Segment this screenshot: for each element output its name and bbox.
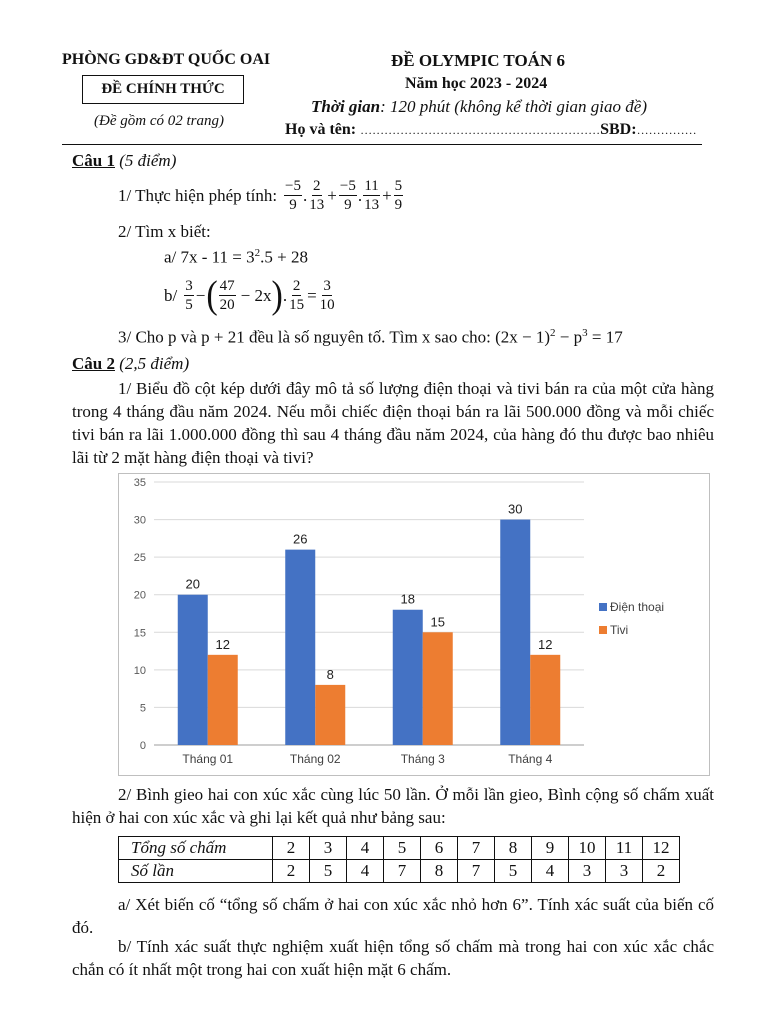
header-rule <box>62 144 702 145</box>
school-year: Năm học 2023 - 2024 <box>405 75 548 92</box>
sbd-label: SBD: <box>600 121 637 138</box>
y-tick-label: 30 <box>133 514 146 527</box>
fraction <box>284 179 302 213</box>
bar-dien-thoai <box>285 550 315 745</box>
fraction <box>339 179 357 213</box>
denominator: 10 <box>319 297 335 313</box>
table-cell: 9 <box>532 837 569 860</box>
table-cell: 2 <box>643 860 680 883</box>
legend-swatch <box>599 626 607 634</box>
table-cell: 8 <box>495 837 532 860</box>
fraction <box>184 279 194 313</box>
q2-part-b-text: b/ Tính xác suất thực nghiệm xuất hiện tổng số chấm mà trong hai con xúc xắc chắc chắn có ít nhất một trong hai con xuất hiện mặt 6 chấm. <box>72 937 714 979</box>
fraction <box>288 279 305 313</box>
time-value: : 120 phút (không kể thời gian giao đề) <box>380 97 647 116</box>
bar-tivi <box>208 655 238 745</box>
dot-operator: . <box>357 186 363 205</box>
q1-part2b <box>164 272 337 320</box>
bar-dien-thoai <box>178 595 208 745</box>
numerator: 5 <box>394 178 403 194</box>
y-tick-label: 10 <box>133 664 146 677</box>
official-box <box>82 75 244 104</box>
table-cell: 5 <box>384 837 421 860</box>
denominator: 13 <box>309 197 325 213</box>
table-cell: 4 <box>347 860 384 883</box>
data-label: 12 <box>538 636 553 652</box>
y-tick-label: 35 <box>133 477 146 489</box>
plus-operator: + <box>327 186 337 205</box>
numerator: −5 <box>285 178 302 194</box>
equals-operator: = <box>307 286 317 305</box>
legend-label: Tivi <box>610 623 629 637</box>
denominator: 9 <box>344 197 352 213</box>
q2-part2-text: 2/ Bình gieo hai con xúc xắc cùng lúc 50 lần. Ở mỗi lần gieo, Bình cộng số chấm xuất hiện ở hai con xúc xắc và ghi lại kết quả như bảng sau: <box>72 785 714 827</box>
table-row <box>119 860 680 883</box>
y-tick-label: 20 <box>133 589 146 602</box>
q2-points: (2,5 điểm) <box>114 354 190 373</box>
q1-part2b-label: b/ <box>164 286 178 305</box>
table-cell: 6 <box>421 837 458 860</box>
y-tick-label: 5 <box>139 702 146 715</box>
q1-part3-tail: = 17 <box>587 327 623 347</box>
q1-points: (5 điểm) <box>114 151 177 170</box>
numerator: 3 <box>185 278 193 294</box>
x-tick-label: Tháng 02 <box>289 752 341 766</box>
q2-part1-text: 1/ Biểu đồ cột kép dưới đây mô tả số lượng điện thoại và tivi bán ra của một cửa hàng trong 4 tháng đầu năm 2024. Nếu mỗi chiếc điện thoại bán ra lãi 500.000 đồng và mỗi chiếc tivi bán ra lãi 1.000.000 đồng thì sau 4 tháng đầu năm 2024, của hàng đó thu được bao nhiêu lãi từ 2 mặt hàng điện thoại và tivi? <box>72 379 714 467</box>
table-cell: 2 <box>273 860 310 883</box>
denominator: 5 <box>185 297 193 313</box>
left-paren: ( <box>206 274 218 317</box>
table-cell: 10 <box>569 837 606 860</box>
q1-title: Câu 1 <box>72 151 115 170</box>
table-cell: 12 <box>643 837 680 860</box>
table-cell: 8 <box>421 860 458 883</box>
numerator: 2 <box>292 278 301 294</box>
table-cell: 7 <box>458 860 495 883</box>
q1-part2a <box>164 247 308 268</box>
y-tick-label: 25 <box>133 552 146 565</box>
denominator: 13 <box>364 197 380 213</box>
exponent: 2 <box>254 247 261 259</box>
bar-dien-thoai <box>393 610 423 745</box>
data-label: 12 <box>215 636 230 652</box>
table-cell: 11 <box>606 837 643 860</box>
q2-part-a-text: a/ Xét biến cố “tổng số chấm ở hai con xúc xắc nhỏ hơn 6”. Tính xác suất của biến cố đó. <box>72 895 714 937</box>
sbd-dots: …………… <box>636 123 697 137</box>
numerator: 11 <box>364 178 379 194</box>
name-label: Họ và tên: <box>285 121 357 138</box>
name-line <box>285 121 697 139</box>
data-label: 20 <box>185 576 200 592</box>
exponent: 2 <box>550 327 556 339</box>
bar-tivi <box>423 632 453 745</box>
exponent: 3 <box>582 327 588 339</box>
minus-operator: − <box>195 286 206 305</box>
q2-part-b <box>72 935 714 981</box>
fraction <box>394 179 404 213</box>
fraction <box>363 179 380 213</box>
legend-label: Điện thoại <box>610 600 665 614</box>
bar-chart <box>118 473 710 776</box>
dot-operator: . <box>282 286 288 305</box>
name-dots: …………………………………………………… <box>360 123 601 137</box>
q1-part3 <box>118 327 623 348</box>
x-tick-label: Tháng 4 <box>508 752 553 766</box>
q1-part1 <box>118 176 404 216</box>
q2-part2 <box>72 783 714 829</box>
education-office: PHÒNG GD&ĐT QUỐC OAI <box>62 51 271 68</box>
official-label: ĐỀ CHÍNH THỨC <box>101 81 225 97</box>
q1-part3-text: 3/ Cho p và p + 21 đều là số nguyên tố. Tìm x sao cho: (2x − 1) <box>118 327 551 347</box>
fraction <box>219 279 236 313</box>
table-cell: 5 <box>310 860 347 883</box>
q1-part2a-tail: .5 + 28 <box>260 247 308 267</box>
x-tick-label: Tháng 3 <box>400 752 445 766</box>
denominator: 15 <box>289 297 305 313</box>
y-tick-label: 0 <box>139 740 146 752</box>
table-cell: 7 <box>458 837 495 860</box>
legend-swatch <box>599 603 607 611</box>
pages-note: (Đề gồm có 02 trang) <box>94 113 224 129</box>
dot-operator: . <box>303 186 308 205</box>
dice-table <box>118 836 680 883</box>
data-label: 15 <box>430 614 445 630</box>
table-cell: 5 <box>495 860 532 883</box>
q2-title: Câu 2 <box>72 354 115 373</box>
table-cell: 3 <box>310 837 347 860</box>
table-cell: 3 <box>569 860 606 883</box>
q1-part3-mid: − p <box>555 327 583 347</box>
numerator: 3 <box>323 278 331 294</box>
q1-part1-text: 1/ Thực hiện phép tính: <box>118 186 278 205</box>
exam-title: ĐỀ OLYMPIC TOÁN 6 <box>391 51 565 70</box>
table-cell: 7 <box>384 860 421 883</box>
inner-term: − 2x <box>240 286 272 305</box>
q1-part2: 2/ Tìm x biết: <box>118 222 211 241</box>
table-cell: 3 <box>606 860 643 883</box>
q2-part1 <box>72 377 714 469</box>
data-label: 18 <box>400 591 415 607</box>
q2-heading <box>72 354 189 374</box>
denominator: 9 <box>289 197 297 213</box>
q1-part2a-lead: a/ 7x - 11 = 3 <box>164 247 255 267</box>
denominator: 20 <box>219 297 235 313</box>
x-tick-label: Tháng 01 <box>182 752 234 766</box>
chart-svg <box>119 474 709 775</box>
denominator: 9 <box>394 197 403 213</box>
row-label: Số lần <box>119 860 273 883</box>
numerator: 2 <box>313 178 321 194</box>
time-label: Thời gian <box>311 97 381 116</box>
numerator: 47 <box>219 278 235 294</box>
bar-dien-thoai <box>500 520 530 745</box>
row-label: Tổng số chấm <box>119 837 273 860</box>
q1-heading <box>72 151 176 171</box>
y-tick-label: 15 <box>133 627 146 640</box>
data-label: 30 <box>508 501 523 517</box>
fraction <box>308 179 325 213</box>
q2-part-a <box>72 893 714 939</box>
data-label: 26 <box>293 531 308 547</box>
table-row <box>119 837 680 860</box>
time-line <box>311 97 647 117</box>
data-label: 8 <box>326 666 334 682</box>
table-cell: 4 <box>532 860 569 883</box>
plus-operator: + <box>382 186 392 205</box>
fraction <box>319 279 336 313</box>
numerator: −5 <box>339 178 356 194</box>
right-paren: ) <box>271 274 283 317</box>
bar-tivi <box>530 655 560 745</box>
table-cell: 2 <box>273 837 310 860</box>
bar-tivi <box>315 685 345 745</box>
table-cell: 4 <box>347 837 384 860</box>
